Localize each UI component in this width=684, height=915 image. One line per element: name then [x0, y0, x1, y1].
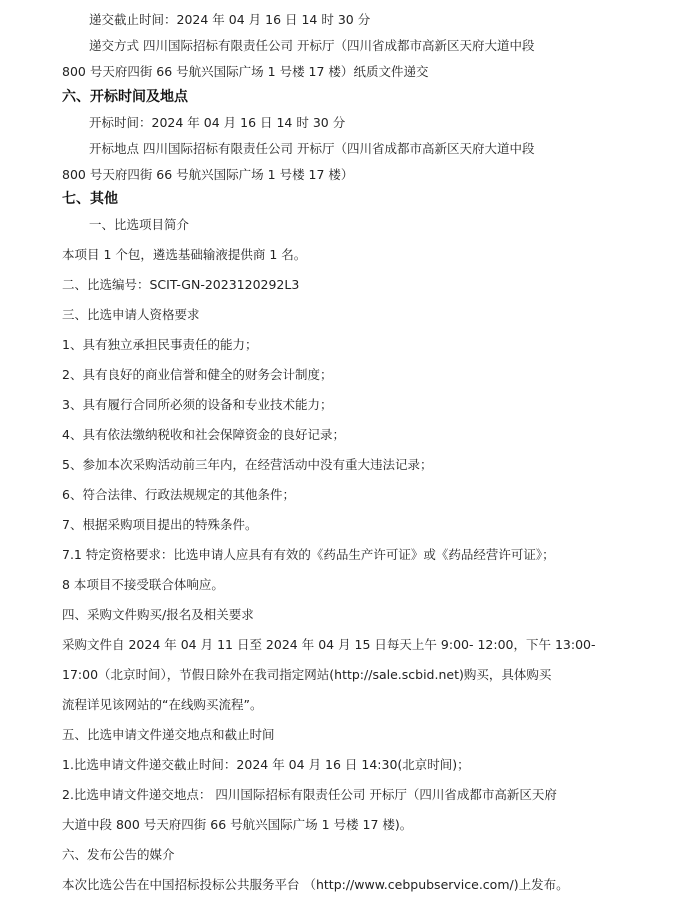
other-line: 本次比选公告在中国招标投标公共服务平台 （http://www.cebpubservice.com/)上发布。: [62, 877, 569, 892]
opening-place-line1: 开标地点 四川国际招标有限责任公司 开标厅（四川省成都市高新区天府大道中段: [89, 141, 535, 156]
other-line: 五、比选申请文件递交地点和截止时间: [62, 727, 275, 742]
submission-method-line2: 800 号天府四街 66 号航兴国际广场 1 号楼 17 楼）纸质文件递交: [62, 64, 429, 79]
other-line: 本项目 1 个包，遴选基础输液提供商 1 名。: [62, 247, 307, 262]
other-line: 8 本项目不接受联合体响应。: [62, 577, 224, 592]
other-line: 5、参加本次采购活动前三年内，在经营活动中没有重大违法记录；: [62, 457, 433, 472]
submission-deadline: 递交截止时间：2024 年 04 月 16 日 14 时 30 分: [89, 12, 371, 27]
other-line: 一、比选项目简介: [89, 217, 190, 232]
opening-place-line2: 800 号天府四街 66 号航兴国际广场 1 号楼 17 楼）: [62, 167, 354, 182]
submission-method-line1: 递交方式 四川国际招标有限责任公司 开标厅（四川省成都市高新区天府大道中段: [89, 38, 535, 53]
section-heading-other: 七、其他: [62, 191, 118, 207]
other-line: 6、符合法律、行政法规规定的其他条件；: [62, 487, 295, 502]
other-line: 流程详见该网站的“在线购买流程”。: [62, 697, 263, 712]
other-line: 采购文件自 2024 年 04 月 11 日至 2024 年 04 月 15 日每天上午 9:00- 12:00，下午 13:00-: [62, 637, 596, 652]
other-line: 二、比选编号：SCIT-GN-2023120292L3: [62, 277, 300, 292]
other-line: 六、发布公告的媒介: [62, 847, 175, 862]
other-line: 大道中段 800 号天府四街 66 号航兴国际广场 1 号楼 17 楼)。: [62, 817, 413, 832]
other-line: 4、具有依法缴纳税收和社会保障资金的良好记录；: [62, 427, 345, 442]
other-line: 3、具有履行合同所必须的设备和专业技术能力；: [62, 397, 333, 412]
other-line: 2、具有良好的商业信誉和健全的财务会计制度；: [62, 367, 333, 382]
section-heading-opening: 六、开标时间及地点: [62, 89, 188, 105]
opening-time: 开标时间：2024 年 04 月 16 日 14 时 30 分: [89, 115, 346, 130]
other-line: 1、具有独立承担民事责任的能力；: [62, 337, 258, 352]
other-line: 7.1 特定资格要求：比选申请人应具有有效的《药品生产许可证》或《药品经营许可证》；: [62, 547, 555, 562]
other-line: 7、根据采购项目提出的特殊条件。: [62, 517, 258, 532]
other-line: 17:00（北京时间），节假日除外在我司指定网站(http://sale.scbid.net)购买，具体购买: [62, 667, 552, 682]
other-line: 三、比选申请人资格要求: [62, 307, 200, 322]
other-line: 2.比选申请文件递交地点： 四川国际招标有限责任公司 开标厅（四川省成都市高新区天府: [62, 787, 557, 802]
other-line: 1.比选申请文件递交截止时间：2024 年 04 月 16 日 14:30(北京时间)；: [62, 757, 470, 772]
other-line: 四、采购文件购买/报名及相关要求: [62, 607, 254, 622]
